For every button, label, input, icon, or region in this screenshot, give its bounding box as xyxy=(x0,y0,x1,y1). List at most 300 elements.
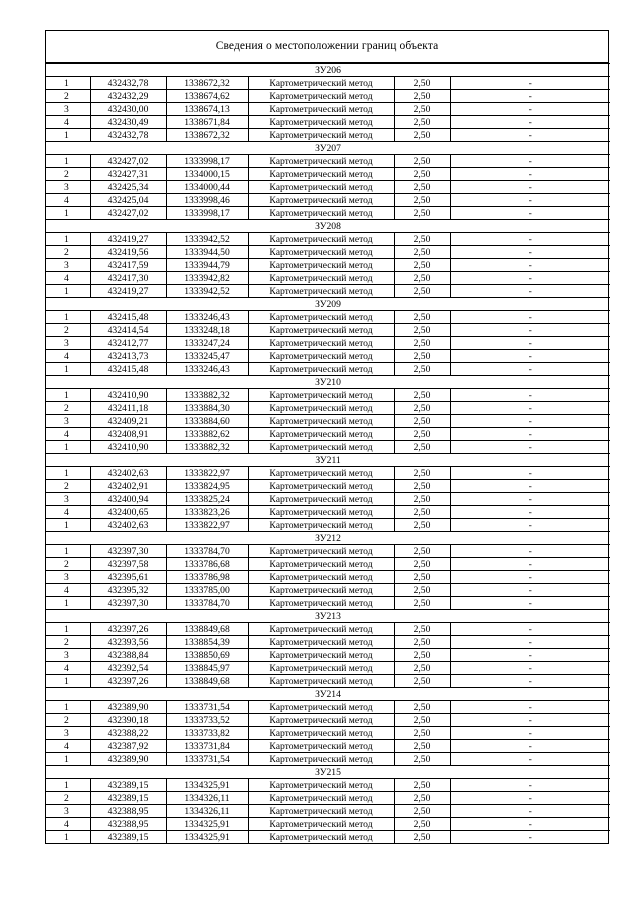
x-coordinate-cell: 432417,59 xyxy=(90,259,166,272)
accuracy-cell: 2,50 xyxy=(394,571,450,584)
point-number-cell: 1 xyxy=(46,753,90,766)
table-row xyxy=(46,701,610,714)
accuracy-cell: 2,50 xyxy=(394,779,450,792)
description-cell: - xyxy=(450,428,610,441)
method-cell: Картометрический метод xyxy=(248,311,394,324)
section-header-row xyxy=(46,766,610,779)
method-cell: Картометрический метод xyxy=(248,90,394,103)
x-coordinate-cell: 432415,48 xyxy=(90,311,166,324)
x-coordinate-cell: 432388,84 xyxy=(90,649,166,662)
accuracy-cell: 2,50 xyxy=(394,493,450,506)
table-row xyxy=(46,324,610,337)
method-cell: Картометрический метод xyxy=(248,402,394,415)
method-cell: Картометрический метод xyxy=(248,350,394,363)
x-coordinate-cell: 432389,90 xyxy=(90,753,166,766)
table-row xyxy=(46,597,610,610)
method-cell: Картометрический метод xyxy=(248,675,394,688)
accuracy-cell: 2,50 xyxy=(394,506,450,519)
y-coordinate-cell: 1333246,43 xyxy=(166,363,248,376)
point-number-cell: 3 xyxy=(46,805,90,818)
accuracy-cell: 2,50 xyxy=(394,480,450,493)
x-coordinate-cell: 432419,27 xyxy=(90,233,166,246)
y-coordinate-cell: 1333884,30 xyxy=(166,402,248,415)
description-cell: - xyxy=(450,753,610,766)
method-cell: Картометрический метод xyxy=(248,389,394,402)
point-number-cell: 1 xyxy=(46,519,90,532)
table-row xyxy=(46,415,610,428)
point-number-cell: 1 xyxy=(46,129,90,142)
description-cell: - xyxy=(450,701,610,714)
point-number-cell: 3 xyxy=(46,727,90,740)
point-number-cell: 1 xyxy=(46,155,90,168)
table-row xyxy=(46,194,610,207)
point-number-cell: 4 xyxy=(46,818,90,831)
description-cell: - xyxy=(450,350,610,363)
table-row xyxy=(46,740,610,753)
y-coordinate-cell: 1333731,54 xyxy=(166,753,248,766)
point-number-cell: 2 xyxy=(46,324,90,337)
method-cell: Картометрический метод xyxy=(248,701,394,714)
x-coordinate-cell: 432388,95 xyxy=(90,818,166,831)
x-coordinate-cell: 432432,78 xyxy=(90,77,166,90)
x-coordinate-cell: 432397,26 xyxy=(90,623,166,636)
description-cell: - xyxy=(450,636,610,649)
method-cell: Картометрический метод xyxy=(248,259,394,272)
x-coordinate-cell: 432397,26 xyxy=(90,675,166,688)
x-coordinate-cell: 432425,04 xyxy=(90,194,166,207)
table-row xyxy=(46,623,610,636)
point-number-cell: 1 xyxy=(46,285,90,298)
description-cell: - xyxy=(450,129,610,142)
x-coordinate-cell: 432430,00 xyxy=(90,103,166,116)
description-cell: - xyxy=(450,506,610,519)
table-row xyxy=(46,103,610,116)
x-coordinate-cell: 432397,30 xyxy=(90,597,166,610)
accuracy-cell: 2,50 xyxy=(394,129,450,142)
point-number-cell: 1 xyxy=(46,233,90,246)
point-number-cell: 2 xyxy=(46,480,90,493)
description-cell: - xyxy=(450,493,610,506)
method-cell: Картометрический метод xyxy=(248,831,394,844)
accuracy-cell: 2,50 xyxy=(394,272,450,285)
section-name: ЗУ213 xyxy=(46,610,610,623)
x-coordinate-cell: 432432,78 xyxy=(90,129,166,142)
accuracy-cell: 2,50 xyxy=(394,103,450,116)
accuracy-cell: 2,50 xyxy=(394,441,450,454)
y-coordinate-cell: 1333733,82 xyxy=(166,727,248,740)
description-cell: - xyxy=(450,285,610,298)
point-number-cell: 4 xyxy=(46,116,90,129)
table-row xyxy=(46,363,610,376)
x-coordinate-cell: 432417,30 xyxy=(90,272,166,285)
method-cell: Картометрический метод xyxy=(248,649,394,662)
section-header-row xyxy=(46,688,610,701)
x-coordinate-cell: 432411,18 xyxy=(90,402,166,415)
method-cell: Картометрический метод xyxy=(248,363,394,376)
y-coordinate-cell: 1334325,91 xyxy=(166,779,248,792)
section-header-row xyxy=(46,64,610,77)
table-title: Сведения о местоположении границ объекта xyxy=(46,31,608,63)
description-cell: - xyxy=(450,558,610,571)
y-coordinate-cell: 1333882,62 xyxy=(166,428,248,441)
section-name: ЗУ215 xyxy=(46,766,610,779)
y-coordinate-cell: 1333998,17 xyxy=(166,207,248,220)
section-header-row xyxy=(46,610,610,623)
section-name: ЗУ208 xyxy=(46,220,610,233)
accuracy-cell: 2,50 xyxy=(394,805,450,818)
description-cell: - xyxy=(450,441,610,454)
method-cell: Картометрический метод xyxy=(248,77,394,90)
y-coordinate-cell: 1338674,13 xyxy=(166,103,248,116)
point-number-cell: 1 xyxy=(46,623,90,636)
description-cell: - xyxy=(450,584,610,597)
accuracy-cell: 2,50 xyxy=(394,519,450,532)
y-coordinate-cell: 1338671,84 xyxy=(166,116,248,129)
method-cell: Картометрический метод xyxy=(248,155,394,168)
y-coordinate-cell: 1338672,32 xyxy=(166,77,248,90)
method-cell: Картометрический метод xyxy=(248,636,394,649)
description-cell: - xyxy=(450,389,610,402)
accuracy-cell: 2,50 xyxy=(394,311,450,324)
y-coordinate-cell: 1333823,26 xyxy=(166,506,248,519)
x-coordinate-cell: 432408,91 xyxy=(90,428,166,441)
y-coordinate-cell: 1333246,43 xyxy=(166,311,248,324)
method-cell: Картометрический метод xyxy=(248,753,394,766)
section-name: ЗУ214 xyxy=(46,688,610,701)
y-coordinate-cell: 1333785,00 xyxy=(166,584,248,597)
method-cell: Картометрический метод xyxy=(248,493,394,506)
description-cell: - xyxy=(450,545,610,558)
y-coordinate-cell: 1333784,70 xyxy=(166,597,248,610)
accuracy-cell: 2,50 xyxy=(394,545,450,558)
y-coordinate-cell: 1334000,15 xyxy=(166,168,248,181)
accuracy-cell: 2,50 xyxy=(394,168,450,181)
method-cell: Картометрический метод xyxy=(248,467,394,480)
x-coordinate-cell: 432393,56 xyxy=(90,636,166,649)
x-coordinate-cell: 432414,54 xyxy=(90,324,166,337)
y-coordinate-cell: 1333822,97 xyxy=(166,467,248,480)
accuracy-cell: 2,50 xyxy=(394,428,450,441)
method-cell: Картометрический метод xyxy=(248,285,394,298)
x-coordinate-cell: 432427,31 xyxy=(90,168,166,181)
point-number-cell: 4 xyxy=(46,584,90,597)
description-cell: - xyxy=(450,480,610,493)
accuracy-cell: 2,50 xyxy=(394,285,450,298)
y-coordinate-cell: 1333942,52 xyxy=(166,285,248,298)
section-header-row xyxy=(46,220,610,233)
y-coordinate-cell: 1334325,91 xyxy=(166,818,248,831)
table-row xyxy=(46,818,610,831)
method-cell: Картометрический метод xyxy=(248,103,394,116)
point-number-cell: 3 xyxy=(46,103,90,116)
point-number-cell: 1 xyxy=(46,779,90,792)
y-coordinate-cell: 1333731,84 xyxy=(166,740,248,753)
method-cell: Картометрический метод xyxy=(248,597,394,610)
x-coordinate-cell: 432419,56 xyxy=(90,246,166,259)
table-row xyxy=(46,467,610,480)
description-cell: - xyxy=(450,649,610,662)
point-number-cell: 2 xyxy=(46,792,90,805)
description-cell: - xyxy=(450,675,610,688)
coordinates-table-body xyxy=(46,64,610,844)
method-cell: Картометрический метод xyxy=(248,415,394,428)
section-name: ЗУ209 xyxy=(46,298,610,311)
table-row xyxy=(46,259,610,272)
accuracy-cell: 2,50 xyxy=(394,818,450,831)
y-coordinate-cell: 1333784,70 xyxy=(166,545,248,558)
section-header-row xyxy=(46,532,610,545)
x-coordinate-cell: 432402,63 xyxy=(90,467,166,480)
accuracy-cell: 2,50 xyxy=(394,363,450,376)
point-number-cell: 4 xyxy=(46,428,90,441)
table-row xyxy=(46,493,610,506)
description-cell: - xyxy=(450,818,610,831)
point-number-cell: 1 xyxy=(46,77,90,90)
y-coordinate-cell: 1333248,18 xyxy=(166,324,248,337)
method-cell: Картометрический метод xyxy=(248,272,394,285)
point-number-cell: 1 xyxy=(46,467,90,480)
x-coordinate-cell: 432389,15 xyxy=(90,792,166,805)
description-cell: - xyxy=(450,77,610,90)
point-number-cell: 1 xyxy=(46,597,90,610)
y-coordinate-cell: 1333786,98 xyxy=(166,571,248,584)
table-row xyxy=(46,558,610,571)
x-coordinate-cell: 432425,34 xyxy=(90,181,166,194)
point-number-cell: 3 xyxy=(46,337,90,350)
y-coordinate-cell: 1333733,52 xyxy=(166,714,248,727)
point-number-cell: 4 xyxy=(46,350,90,363)
method-cell: Картометрический метод xyxy=(248,714,394,727)
accuracy-cell: 2,50 xyxy=(394,207,450,220)
point-number-cell: 3 xyxy=(46,493,90,506)
table-row xyxy=(46,337,610,350)
y-coordinate-cell: 1338845,97 xyxy=(166,662,248,675)
x-coordinate-cell: 432402,91 xyxy=(90,480,166,493)
method-cell: Картометрический метод xyxy=(248,428,394,441)
method-cell: Картометрический метод xyxy=(248,818,394,831)
y-coordinate-cell: 1333882,32 xyxy=(166,389,248,402)
table-row xyxy=(46,441,610,454)
x-coordinate-cell: 432419,27 xyxy=(90,285,166,298)
accuracy-cell: 2,50 xyxy=(394,740,450,753)
method-cell: Картометрический метод xyxy=(248,727,394,740)
y-coordinate-cell: 1334326,11 xyxy=(166,805,248,818)
point-number-cell: 1 xyxy=(46,207,90,220)
x-coordinate-cell: 432392,54 xyxy=(90,662,166,675)
table-row xyxy=(46,116,610,129)
table-row xyxy=(46,792,610,805)
description-cell: - xyxy=(450,90,610,103)
description-cell: - xyxy=(450,168,610,181)
method-cell: Картометрический метод xyxy=(248,545,394,558)
point-number-cell: 4 xyxy=(46,506,90,519)
method-cell: Картометрический метод xyxy=(248,571,394,584)
point-number-cell: 2 xyxy=(46,636,90,649)
accuracy-cell: 2,50 xyxy=(394,623,450,636)
x-coordinate-cell: 432415,48 xyxy=(90,363,166,376)
accuracy-cell: 2,50 xyxy=(394,389,450,402)
coordinates-table xyxy=(46,63,610,843)
description-cell: - xyxy=(450,831,610,844)
x-coordinate-cell: 432427,02 xyxy=(90,207,166,220)
point-number-cell: 3 xyxy=(46,181,90,194)
method-cell: Картометрический метод xyxy=(248,623,394,636)
x-coordinate-cell: 432409,21 xyxy=(90,415,166,428)
x-coordinate-cell: 432395,61 xyxy=(90,571,166,584)
description-cell: - xyxy=(450,714,610,727)
method-cell: Картометрический метод xyxy=(248,194,394,207)
accuracy-cell: 2,50 xyxy=(394,662,450,675)
accuracy-cell: 2,50 xyxy=(394,337,450,350)
y-coordinate-cell: 1333884,60 xyxy=(166,415,248,428)
accuracy-cell: 2,50 xyxy=(394,415,450,428)
method-cell: Картометрический метод xyxy=(248,129,394,142)
y-coordinate-cell: 1333942,82 xyxy=(166,272,248,285)
description-cell: - xyxy=(450,662,610,675)
table-row xyxy=(46,428,610,441)
description-cell: - xyxy=(450,246,610,259)
description-cell: - xyxy=(450,181,610,194)
point-number-cell: 1 xyxy=(46,831,90,844)
description-cell: - xyxy=(450,571,610,584)
point-number-cell: 2 xyxy=(46,246,90,259)
accuracy-cell: 2,50 xyxy=(394,675,450,688)
description-cell: - xyxy=(450,207,610,220)
accuracy-cell: 2,50 xyxy=(394,402,450,415)
method-cell: Картометрический метод xyxy=(248,233,394,246)
point-number-cell: 1 xyxy=(46,701,90,714)
accuracy-cell: 2,50 xyxy=(394,246,450,259)
section-header-row xyxy=(46,298,610,311)
accuracy-cell: 2,50 xyxy=(394,714,450,727)
description-cell: - xyxy=(450,415,610,428)
description-cell: - xyxy=(450,805,610,818)
description-cell: - xyxy=(450,597,610,610)
accuracy-cell: 2,50 xyxy=(394,467,450,480)
table-row xyxy=(46,129,610,142)
description-cell: - xyxy=(450,155,610,168)
y-coordinate-cell: 1333731,54 xyxy=(166,701,248,714)
y-coordinate-cell: 1334000,44 xyxy=(166,181,248,194)
section-name: ЗУ210 xyxy=(46,376,610,389)
x-coordinate-cell: 432395,32 xyxy=(90,584,166,597)
x-coordinate-cell: 432410,90 xyxy=(90,389,166,402)
point-number-cell: 1 xyxy=(46,675,90,688)
y-coordinate-cell: 1333998,46 xyxy=(166,194,248,207)
description-cell: - xyxy=(450,727,610,740)
y-coordinate-cell: 1333247,24 xyxy=(166,337,248,350)
accuracy-cell: 2,50 xyxy=(394,233,450,246)
table-row xyxy=(46,571,610,584)
table-row xyxy=(46,506,610,519)
y-coordinate-cell: 1334326,11 xyxy=(166,792,248,805)
accuracy-cell: 2,50 xyxy=(394,792,450,805)
accuracy-cell: 2,50 xyxy=(394,636,450,649)
x-coordinate-cell: 432427,02 xyxy=(90,155,166,168)
section-header-row xyxy=(46,142,610,155)
table-row xyxy=(46,727,610,740)
method-cell: Картометрический метод xyxy=(248,116,394,129)
method-cell: Картометрический метод xyxy=(248,558,394,571)
y-coordinate-cell: 1333245,47 xyxy=(166,350,248,363)
y-coordinate-cell: 1333944,79 xyxy=(166,259,248,272)
description-cell: - xyxy=(450,272,610,285)
description-cell: - xyxy=(450,103,610,116)
point-number-cell: 2 xyxy=(46,168,90,181)
x-coordinate-cell: 432410,90 xyxy=(90,441,166,454)
x-coordinate-cell: 432430,49 xyxy=(90,116,166,129)
description-cell: - xyxy=(450,363,610,376)
x-coordinate-cell: 432387,92 xyxy=(90,740,166,753)
accuracy-cell: 2,50 xyxy=(394,90,450,103)
accuracy-cell: 2,50 xyxy=(394,77,450,90)
y-coordinate-cell: 1338849,68 xyxy=(166,675,248,688)
x-coordinate-cell: 432402,63 xyxy=(90,519,166,532)
description-cell: - xyxy=(450,259,610,272)
table-row xyxy=(46,233,610,246)
y-coordinate-cell: 1338850,69 xyxy=(166,649,248,662)
y-coordinate-cell: 1338854,39 xyxy=(166,636,248,649)
y-coordinate-cell: 1338672,32 xyxy=(166,129,248,142)
section-name: ЗУ211 xyxy=(46,454,610,467)
table-row xyxy=(46,207,610,220)
accuracy-cell: 2,50 xyxy=(394,181,450,194)
point-number-cell: 4 xyxy=(46,740,90,753)
x-coordinate-cell: 432432,29 xyxy=(90,90,166,103)
section-header-row xyxy=(46,376,610,389)
method-cell: Картометрический метод xyxy=(248,740,394,753)
section-name: ЗУ207 xyxy=(46,142,610,155)
accuracy-cell: 2,50 xyxy=(394,727,450,740)
x-coordinate-cell: 432389,90 xyxy=(90,701,166,714)
method-cell: Картометрический метод xyxy=(248,441,394,454)
accuracy-cell: 2,50 xyxy=(394,350,450,363)
accuracy-cell: 2,50 xyxy=(394,259,450,272)
point-number-cell: 1 xyxy=(46,363,90,376)
x-coordinate-cell: 432388,95 xyxy=(90,805,166,818)
y-coordinate-cell: 1333998,17 xyxy=(166,155,248,168)
description-cell: - xyxy=(450,779,610,792)
point-number-cell: 3 xyxy=(46,649,90,662)
method-cell: Картометрический метод xyxy=(248,662,394,675)
point-number-cell: 4 xyxy=(46,194,90,207)
description-cell: - xyxy=(450,311,610,324)
point-number-cell: 2 xyxy=(46,558,90,571)
table-row xyxy=(46,753,610,766)
accuracy-cell: 2,50 xyxy=(394,116,450,129)
x-coordinate-cell: 432390,18 xyxy=(90,714,166,727)
table-row xyxy=(46,389,610,402)
description-cell: - xyxy=(450,467,610,480)
y-coordinate-cell: 1333942,52 xyxy=(166,233,248,246)
accuracy-cell: 2,50 xyxy=(394,558,450,571)
x-coordinate-cell: 432389,15 xyxy=(90,779,166,792)
method-cell: Картометрический метод xyxy=(248,246,394,259)
table-row xyxy=(46,311,610,324)
x-coordinate-cell: 432397,58 xyxy=(90,558,166,571)
method-cell: Картометрический метод xyxy=(248,584,394,597)
point-number-cell: 1 xyxy=(46,441,90,454)
description-cell: - xyxy=(450,337,610,350)
x-coordinate-cell: 432400,94 xyxy=(90,493,166,506)
x-coordinate-cell: 432413,73 xyxy=(90,350,166,363)
method-cell: Картометрический метод xyxy=(248,207,394,220)
accuracy-cell: 2,50 xyxy=(394,324,450,337)
description-cell: - xyxy=(450,116,610,129)
method-cell: Картометрический метод xyxy=(248,792,394,805)
table-row xyxy=(46,662,610,675)
point-number-cell: 4 xyxy=(46,662,90,675)
